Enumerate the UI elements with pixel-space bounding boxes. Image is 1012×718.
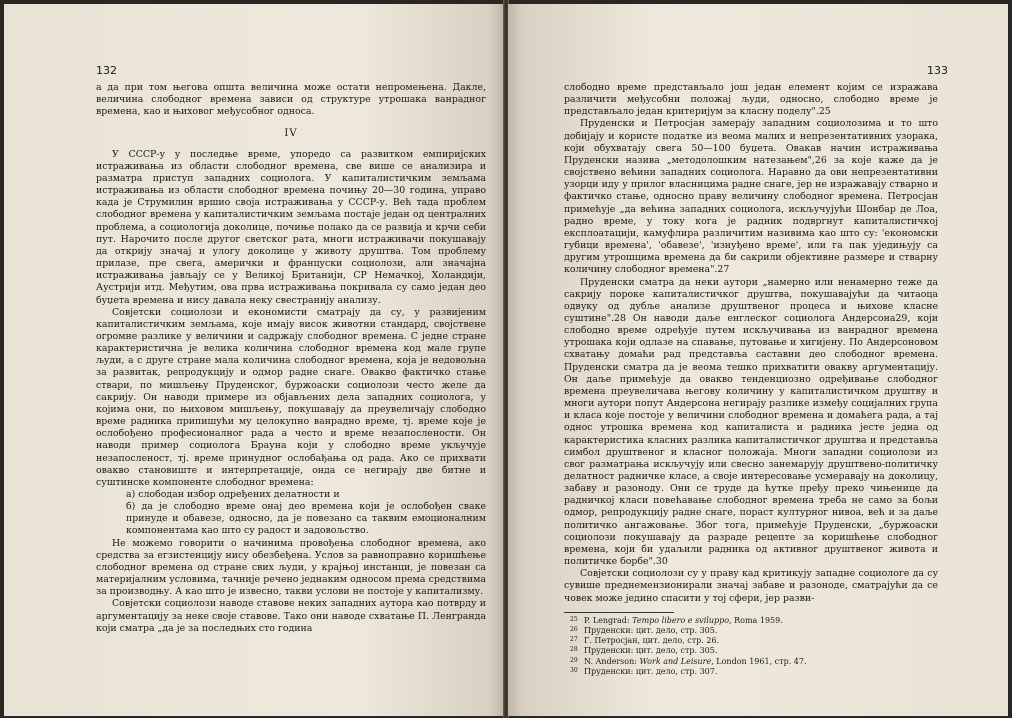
footnote: 28 Пруденски: цит. дело, стр. 305.: [570, 646, 718, 656]
right-page-body: [564, 82, 938, 677]
paragraph: Совјетски социолози су у праву кад критикују западне социологе да су сувише преднемензионирали значај забаве и разоноде, сматрајући да се човек може једино спасити у тој сфери, јер разви-: [564, 568, 938, 604]
list-item: а) слободан избор одређених делатности и: [126, 489, 340, 500]
paragraph: Пруденски сматра да неки аутори „намерно или ненамерно теже да сакрију пороке капиталистичког друштва, покушавајући да читаоца одвуку од дубље анализе друштвеног процеса и њихове класне суштине".28 Он наводи даље енглеског социолога Андерсона29, који слободно време одређује путем искључивања из ванрадног времена утрошака који одлазе на спавање, путовање и хигијену. По Андерсоновом схватању домаћи рад представља саставни део слободног времена. Пруденски сматра да је веома тешко прихватити овакву аргументацију. Он даље примећује да овакво тенденциозно одређивање слободног времена преувеличава његову количину у капиталистичком друштву и многи аутори попут Андерсона негирају разлике између социјалних група и класа које постоје у величини слободног времена и домаћега рада, а тај однос утрошка времена код капиталиста и радника јесте једна од карактеристика класних разлика капиталистичког друштва и представља симбол друштвеног и класног положаја. Многи западни социолози из свог разматрања искључују или свесно занемарују друштвено-политичку делатност радничке класе, а своје интересовање усмеравају на доколицу, забаву и разоноду. Они се труде да ћутке пређу преко чињенице да радничкој класи повећавање слободног времена треба не само за бољи одмор, репродукцију радне снаге, пораст културног нивоа, већ и за даље политичко ангажовање. Због тога, примећује Пруденски, „буржоаски социолози покушавају да разраде рецепте за коришћење слободног времена, који би удаљили радника од активног друштвеног живота и политичке борбе".30: [564, 276, 938, 568]
left-page: [4, 4, 504, 716]
page-number-left: 132: [96, 64, 117, 77]
section-heading: IV: [284, 128, 298, 140]
footnote: 30 Пруденски: цит. дело, стр. 307.: [570, 666, 718, 676]
paragraph: Пруденски и Петросјан замерају западним социолозима и то што добијају и користе податке из веома малих и непрезентативних узорака, који обухватају свега 50—100 буџета. Овакав начин истраживања Пруденски назива „методолошким натезањем",26 за које каже да је својствено већини западних социолога. Наравно да ови непрезентативни узорци иду у прилог власницима радне снаге, јер не изражавају стварно и фактичко стање, односно праву величину слободног времена. Петросјан примећује „да већина западних социолога, искључујући Шонбар де Лоа, радно време, у току кога је радник подвргнут капиталистичкој експлоатацији, камуфлира различитим називима као што су: 'економски губици времена', 'обавезе', 'изнуђено време', или га пак уједињују са другим утрошцима времена да би сакрили објективне размере и стварну количину слободног времена".27: [564, 118, 938, 276]
list-item: б) да је слободно време онај део времена који је ослобођен сваке принуде и обавезе, односно, да је повезано са таквим емоционалним компонентама као што су радост и задовољство.: [126, 501, 486, 537]
footnote: 25 P. Lengrad: Tempo libero e sviluppo, Roma 1959.: [570, 615, 783, 625]
footnote: 26 Пруденски: цит. дело, стр. 305.: [570, 625, 718, 635]
footnote: 27 Г. Петросјан, цит. дело, стр. 26.: [570, 636, 720, 646]
paragraph: Совјетски социолози и економисти сматрају да су, у развијеним капиталистичким земљама, које имају висок животни стандард, својствене огромне разлике у величини и садржају слободног времена. С једне стране карактеристична је велика количина слободног времена код мале групе људи, а с друге стране мала количина слободног времена, која је недовољна за развитак, репродукцију и одмор радне снаге. Овакво фактичко стање ствари, по мишљењу Пруденског, буржоаски социолози често желе да сакрију. Он наводи примере из објављених дела западних социолога, у којима они, по њиховом мишљењу, покушавају да преувеличају слободно време радника припишући му целокупно ванрадно време, тј. време које је ослобођено професионалног рада а често и време незапослености. Он наводи пример социолога Брауна који у слободно време укључује незапосленост, тј. време принудног ослобађања од рада. Ако се прихвати овакво становиште и интерпретације, онда се негирају две битне и суштинске компоненте слободног времена:: [96, 306, 486, 488]
right-opening-paragraph: слободно време представљало још један елемент којим се изражава различити међусобни положај људи, односно, слободно време је представљало један критеријум за класну поделу".25: [564, 82, 938, 118]
page-number-right: 133: [927, 64, 948, 77]
paragraph: Совјетски социолози наводе ставове неких западних аутора као потврду и аргументацију за неке своје ставове. Тако они наводе схватање П. Ленгранда који сматра „да је за последњих сто година: [96, 598, 486, 634]
left-opening-paragraph: а да при том његова општа величина може остати непромењена. Дакле, величина слободног времена зависи од структуре утрошака ванрадног времена, као и њиховог међусобног односа.: [96, 82, 486, 118]
footnotes: [564, 616, 938, 677]
footnote-separator: [564, 612, 674, 613]
left-page-body: [96, 82, 486, 635]
right-page: [508, 4, 1008, 716]
paragraph: У СССР-у у последње време, упоредо са развитком емпиријских истраживања из области слободног времена, све више се анализира и разматра приступ западних социолога. У капиталистичким земљама истраживања из области слободног времена почињу 20—30 година, управо када је Струмилин вршио своја истраживања у СССР-у. Већ тада проблем слободног времена у капиталистичким земљама постаје један од централних проблема, а социологија доколице, почиње полако да се развија и крчи себи пут. Нарочито после другог светског рата, многи истраживачи покушавају да открију значај и улогу доколице у животу друштва. Том проблему прилазе, пре свега, амерички и француски социолози, али значајна истраживања јављају се у Великој Британији, СР Немачкој, Холандији, Аустрији итд. Међутим, ова прва истраживања покривала су само један део буџета времена и нису давала неку свестранију анализу.: [96, 148, 486, 306]
footnote: 29 N. Anderson: Work and Leisure, London 1961, стр. 47.: [570, 656, 807, 666]
enumerated-list: [96, 489, 486, 538]
paragraph: Не можемо говорити о начинима провођења слободног времена, ако средства за егзистенцију нису обезбеђена. Услов за равноправно коришћење слободног времена од стране свих људи, у крајњој инстанци, је повезан са материјалним условима, тачније речено једнаким односом према средствима за производњу. А као што је извесно, такви услови не постоје у капитализму.: [96, 537, 486, 598]
